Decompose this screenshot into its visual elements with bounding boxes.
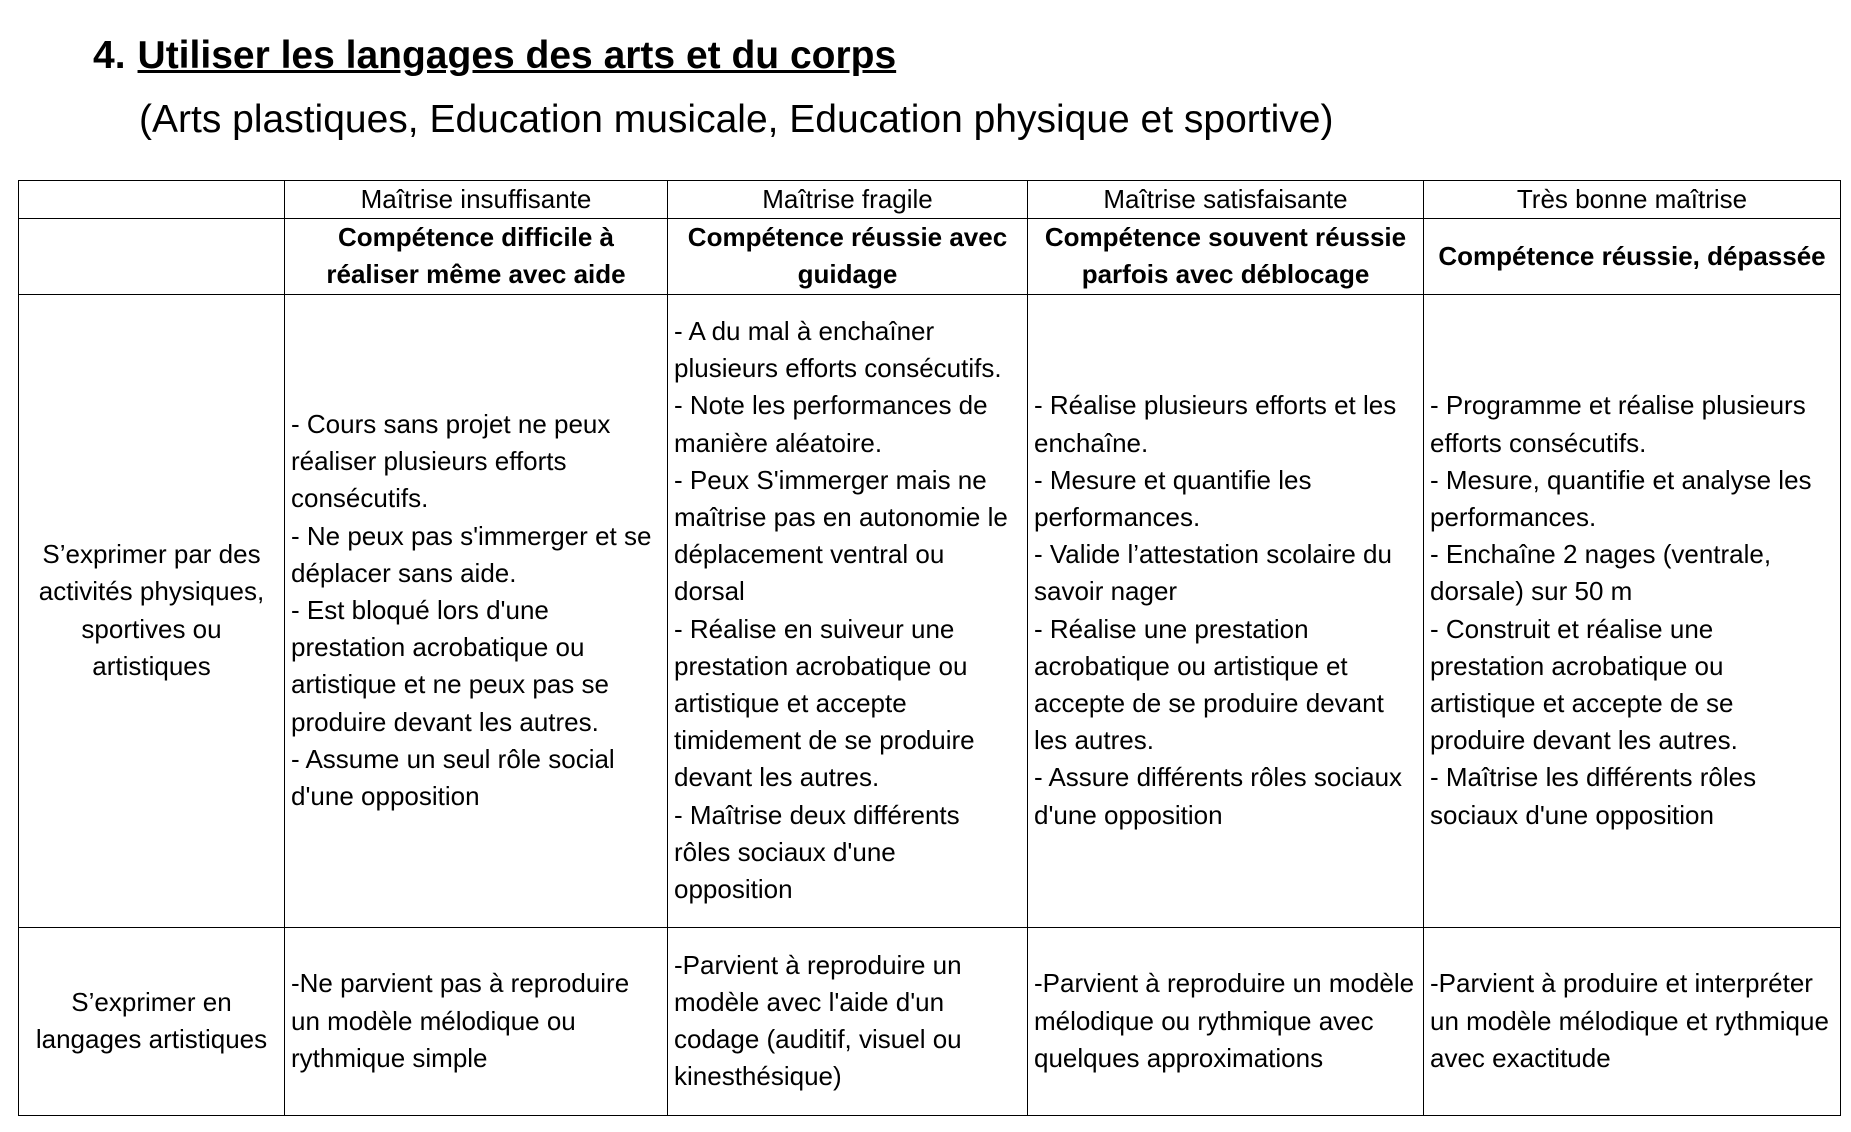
row-label: S’exprimer en langages artistiques	[19, 927, 285, 1115]
corner-cell	[19, 181, 285, 219]
criteria-cell	[668, 927, 1028, 1115]
level-description-row	[19, 219, 1841, 294]
corner-cell	[19, 219, 285, 294]
level-header-cell: Maîtrise insuffisante	[285, 181, 668, 219]
criteria-cell	[668, 294, 1028, 927]
criteria-text: -Parvient à produire et interpréter un modèle mélodique et rythmique avec exactitude	[1430, 968, 1829, 1073]
section-number: 4.	[93, 34, 126, 77]
competence-table	[18, 180, 1841, 1116]
table-row	[19, 294, 1841, 927]
level-header-cell: Très bonne maîtrise	[1424, 181, 1841, 219]
criteria-cell	[285, 294, 668, 927]
section-subtitle: (Arts plastiques, Education musicale, Education physique et sportive)	[139, 98, 1334, 141]
table-row	[19, 927, 1841, 1115]
criteria-cell	[1424, 294, 1841, 927]
criteria-text: - Cours sans projet ne peux réaliser plusieurs efforts consécutifs. - Ne peux pas s'immerger et se déplacer sans aide. - Est bloqué lors d'une prestation acrobatique ou artistique et ne peux pas se produire devant les autres. - Assume un seul rôle social d'une opposition	[291, 408, 652, 812]
level-description-cell: Compétence souvent réussie parfois avec déblocage	[1028, 219, 1424, 294]
criteria-text: -Parvient à reproduire un modèle mélodique ou rythmique avec quelques approximations	[1034, 968, 1415, 1073]
level-description-cell: Compétence réussie avec guidage	[668, 219, 1028, 294]
criteria-cell	[1028, 294, 1424, 927]
row-label: S’exprimer par des activités physiques, sportives ou artistiques	[19, 294, 285, 927]
level-header-row	[19, 181, 1841, 219]
criteria-text: - Programme et réalise plusieurs efforts consécutifs. - Mesure, quantifie et analyse les performances. - Enchaîne 2 nages (ventrale, dorsale) sur 50 m - Construit et réalise une prestation acrobatique ou artistique et accepte de se produire devant les autres. - Maîtrise les différents rôles sociaux d'une opposition	[1430, 390, 1812, 830]
section-title: Utiliser les langages des arts et du corps	[137, 34, 897, 77]
level-header-cell: Maîtrise satisfaisante	[1028, 181, 1424, 219]
criteria-text: - Réalise plusieurs efforts et les enchaîne. - Mesure et quantifie les performances. - Valide l’attestation scolaire du savoir nager - Réalise une prestation acrobatique ou artistique et accepte de se produire devant les autres. - Assure différents rôles sociaux d'une opposition	[1034, 390, 1403, 830]
level-header-cell: Maîtrise fragile	[668, 181, 1028, 219]
criteria-text: -Parvient à reproduire un modèle avec l'aide d'un codage (auditif, visuel ou kinesthésique)	[674, 949, 962, 1092]
section-heading	[93, 28, 896, 84]
criteria-cell	[285, 927, 668, 1115]
criteria-cell	[1028, 927, 1424, 1115]
criteria-text: -Ne parvient pas à reproduire un modèle mélodique ou rythmique simple	[291, 968, 630, 1073]
criteria-cell	[1424, 927, 1841, 1115]
level-description-cell: Compétence réussie, dépassée	[1424, 219, 1841, 294]
criteria-text: - A du mal à enchaîner plusieurs efforts consécutifs. - Note les performances de manière aléatoire. - Peux S'immerger mais ne maîtrise pas en autonomie le déplacement ventral ou dorsal - Réalise en suiveur une prestation acrobatique ou artistique et accepte timidement de se produire devant les autres. - Maîtrise deux différents rôles sociaux d'une opposition	[674, 315, 1008, 905]
level-description-cell: Compétence difficile à réaliser même avec aide	[285, 219, 668, 294]
